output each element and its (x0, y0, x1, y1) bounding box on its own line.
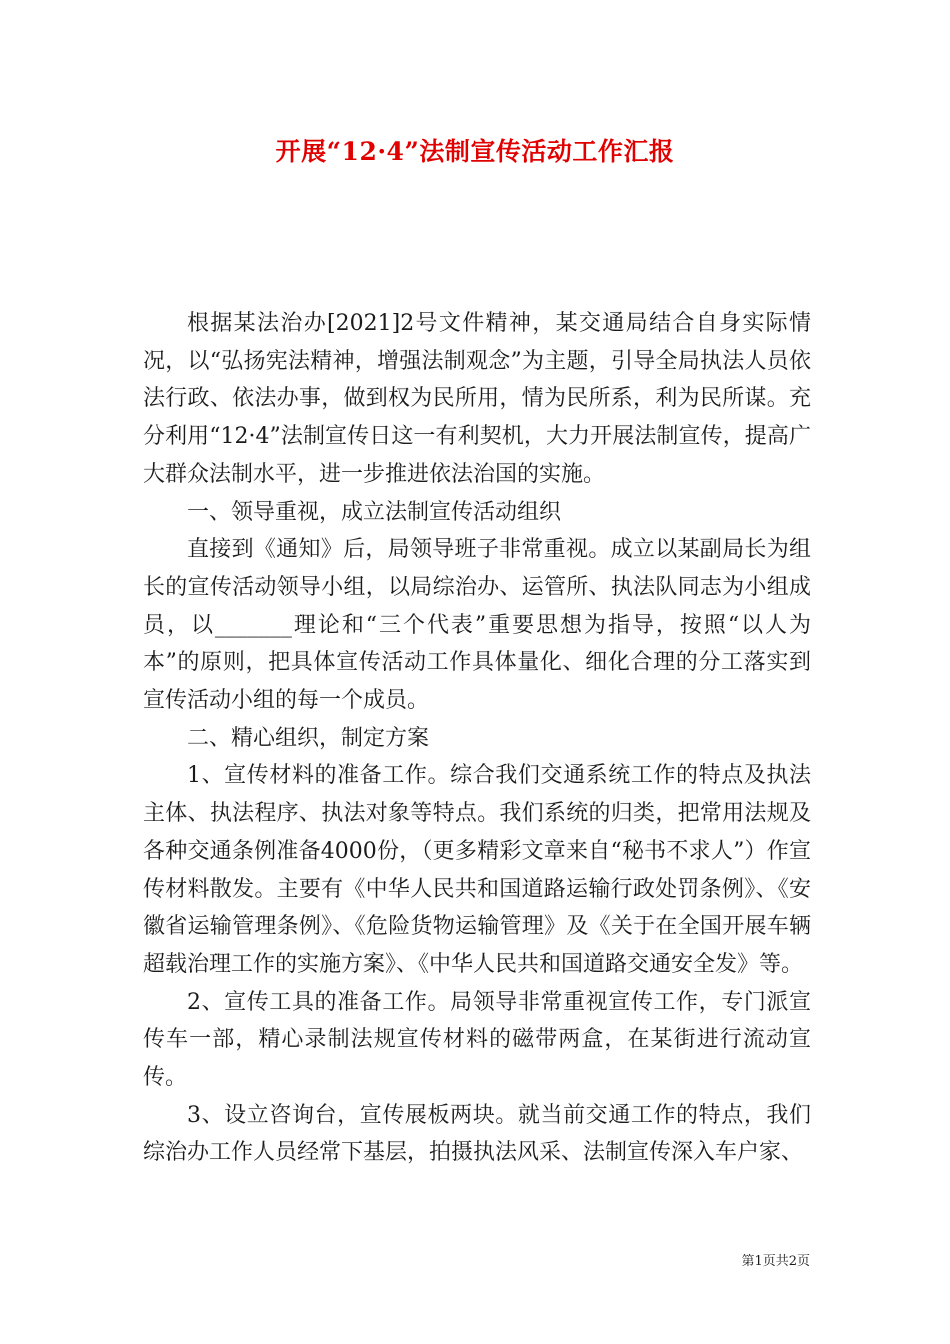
section-heading-2: 二、精心组织，制定方案 (187, 725, 430, 751)
paragraph-item-2: 2、宣传工具的准备工作。局领导非常重视宣传工作，专门派宣传车一部，精心录制法规宣传材料的磁带两盒，在某街进行流动宣传。 (143, 989, 811, 1091)
document-title: 开展“12·4”法制宣传活动工作汇报 (275, 137, 675, 166)
page-number: 第1页共2页 (741, 1254, 810, 1269)
document-body (143, 305, 811, 1172)
paragraph-item-1: 1、宣传材料的准备工作。综合我们交通系统工作的特点及执法主体、执法程序、执法对象等特点。我们系统的归类，把常用法规及各种交通条例准备4000份，（更多精彩文章来自“秘书不求人”）作宣传材料散发。主要有《中华人民共和国道路运输行政处罚条例》、《安徽省运输管理条例》、《危险货物运输管理》及《关于在全国开展车辆超载治理工作的实施方案》、《中华人民共和国道路交通安全发》等。 (143, 763, 811, 977)
paragraph-item-3: 3、设立咨询台，宣传展板两块。就当前交通工作的特点，我们综治办工作人员经常下基层，拍摄执法风采、法制宣传深入车户家、 (143, 1102, 811, 1166)
paragraph-section-1: 直接到《通知》后，局领导班子非常重视。成立以某副局长为组长的宣传活动领导小组，以局综治办、运管所、执法队同志为小组成员，以_______理论和“三个代表”重要思想为指导，按照“以人为本”的原则，把具体宣传活动工作具体量化、细化合理的分工落实到宣传活动小组的每一个成员。 (143, 537, 811, 714)
section-heading-1: 一、领导重视，成立法制宣传活动组织 (187, 499, 562, 525)
paragraph-intro: 根据某法治办[2021]2号文件精神，某交通局结合自身实际情况，以“弘扬宪法精神，增强法制观念”为主题，引导全局执法人员依法行政、依法办事，做到权为民所用，情为民所系，利为民所谋。充分利用“12·4”法制宣传日这一有利契机，大力开展法制宣传，提高广大群众法制水平，进一步推进依法治国的实施。 (143, 311, 811, 487)
